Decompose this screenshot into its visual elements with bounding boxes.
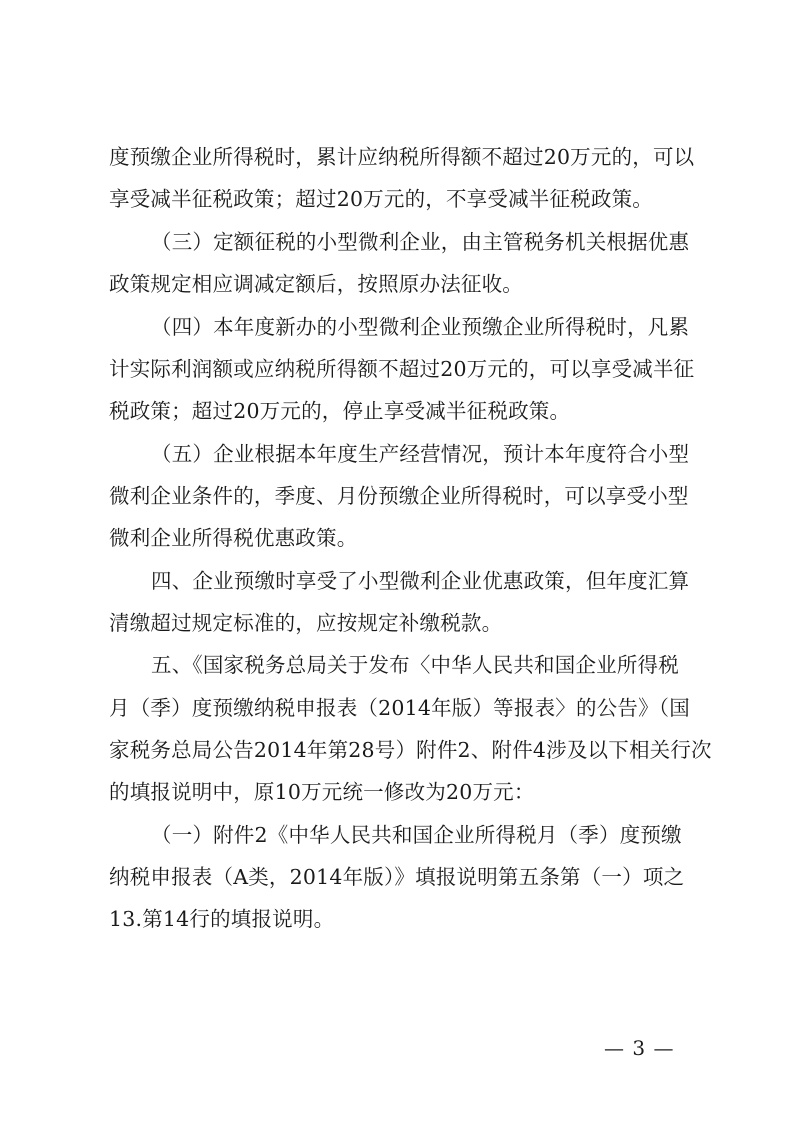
paragraph-start-line: （四）本年度新办的小型微利企业预缴企业所得税时，凡累 <box>151 315 690 339</box>
text-line: 纳税申报表（A类，2014年版）》填报说明第五条第（一）项之 <box>109 865 685 889</box>
text-line: 13.第14行的填报说明。 <box>109 907 335 931</box>
text-line: 微利企业条件的，季度、月份预缴企业所得税时，可以享受小型 <box>109 484 689 508</box>
text-line: 清缴超过规定标准的，应按规定补缴税款。 <box>109 611 503 635</box>
text-line: 度预缴企业所得税时，累计应纳税所得额不超过20万元的，可以 <box>109 145 695 169</box>
text-line: 的填报说明中，原10万元统一修改为20万元： <box>109 780 535 804</box>
text-line: 计实际利润额或应纳税所得额不超过20万元的，可以享受减半征 <box>109 357 695 381</box>
paragraph-start-line: （三）定额征税的小型微利企业，由主管税务机关根据优惠 <box>151 230 690 254</box>
paragraph-start-line: 四、企业预缴时享受了小型微利企业优惠政策，但年度汇算 <box>151 569 690 593</box>
text-line: 月（季）度预缴纳税申报表（2014年版）等报表〉的公告》（国 <box>109 696 690 720</box>
text-line: 税政策；超过20万元的，停止享受减半征税政策。 <box>109 399 571 423</box>
text-line: 政策规定相应调减定额后，按照原办法征收。 <box>109 272 523 296</box>
paragraph-start-line: （一）附件2《中华人民共和国企业所得税月（季）度预缴 <box>151 823 682 847</box>
text-line: 家税务总局公告2014年第28号）附件2、附件4涉及以下相关行次 <box>109 738 712 762</box>
page-number: — 3 — <box>604 1036 675 1060</box>
text-line: 微利企业所得税优惠政策。 <box>109 526 358 550</box>
text-line: 享受减半征税政策；超过20万元的，不享受减半征税政策。 <box>109 187 653 211</box>
paragraph-start-line: 五、《国家税务总局关于发布〈中华人民共和国企业所得税 <box>151 653 679 677</box>
paragraph-start-line: （五）企业根据本年度生产经营情况，预计本年度符合小型 <box>151 442 690 466</box>
